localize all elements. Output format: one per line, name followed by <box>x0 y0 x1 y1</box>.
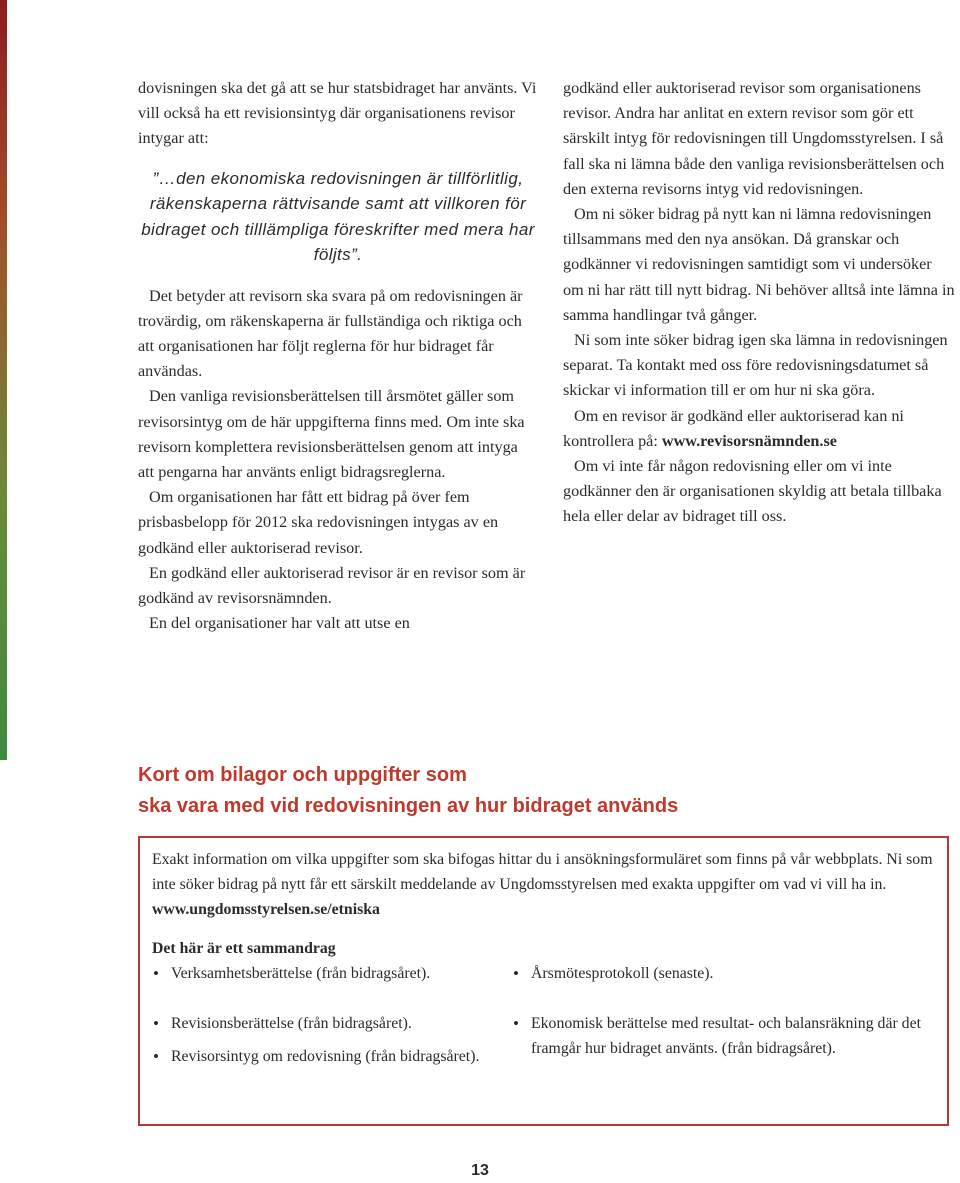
body-paragraph: En godkänd eller auktoriserad revisor är en revisor som är godkänd av revisorsnämnden. <box>138 563 526 608</box>
body-paragraph: Ni som inte söker bidrag igen ska lämna in redovisningen separat. Ta kontakt med oss före redovisningsdatumet så skickar vi information till er om hur ni ska göra. <box>563 331 948 400</box>
body-paragraph <box>563 404 955 454</box>
body-paragraph: Den vanliga revisionsberättelsen till årsmötet gäller som revisorsintyg om de här uppgifterna finns med. Om inte ska revisorn komplettera revisionsberättelsen genom att intyga att pengarna har använts enligt bidragsreglerna. <box>138 387 525 482</box>
list-item: • Årsmötesprotokoll (senaste). <box>512 961 932 986</box>
intro-paragraph: dovisningen ska det gå att se hur statsbidraget har använts. Vi vill också ha ett revisionsintyg där organisationens revisor intygar att: <box>138 79 537 148</box>
info-box-text <box>152 847 935 922</box>
body-paragraph: godkänd eller auktoriserad revisor som organisationens revisor. Andra har anlitat en extern revisor som gör ett särskilt intyg för redovisningen till Ungdomsstyrelsen. I så fall ska ni lämna både den vanliga revisionsberättelsen och den externa revisorns intyg vid redovisningen. <box>563 79 945 198</box>
page-number: 13 <box>471 1162 489 1179</box>
summary-bullets <box>152 961 935 1069</box>
decorative-sidebar-stripe <box>0 0 7 760</box>
revisorsnamnden-link[interactable]: www.revisorsnämnden.se <box>661 431 837 450</box>
summary-title: Det här är ett sammandrag <box>152 940 336 957</box>
info-text: Exakt information om vilka uppgifter som ska bifogas hittar du i ansökningsformuläret som finns på vår webbplats. Ni som inte söker bidrag på nytt får ett särskilt meddelande av Ungdomsstyrelsen med exakta uppgifter om vad vi vill ha in. <box>152 851 933 893</box>
section-heading <box>138 760 678 822</box>
body-paragraph: Om ni söker bidrag på nytt kan ni lämna redovisningen tillsammans med den nya ansökan. Då granskar och godkänner vi redovisningen samtidigt som vi undersöker om ni har rätt till nytt bidrag. Ni behöver alltså inte lämna in samma handlingar två gånger. <box>563 205 955 324</box>
body-paragraph: Det betyder att revisorn ska svara på om redovisningen är trovärdig, om räkenskaperna är fullständiga och riktiga och att organisationen har följt reglerna för hur bidraget får användas. <box>138 286 523 381</box>
section-heading-line: Kort om bilagor och uppgifter som <box>138 764 467 786</box>
bullet-column-right <box>512 961 932 1069</box>
revisor-check-text: Om en revisor är godkänd eller auktoriserad kan ni kontrollera på: <box>563 406 904 450</box>
pull-quote: ”…den ekonomiska redovisningen är tillförlitlig, räkenskaperna rättvisande samt att villkoren för bidraget och tilllämpliga föreskrifter med mera har följts”. <box>141 168 535 265</box>
list-item: • Verksamhetsberättelse (från bidragsåret). <box>152 961 512 986</box>
ungdomsstyrelsen-link[interactable]: www.ungdomsstyrelsen.se/etniska <box>152 901 380 918</box>
list-item: • Revisorsintyg om redovisning (från bidragsåret). <box>152 1044 512 1069</box>
body-paragraph: Om organisationen har fått ett bidrag på över fem prisbasbelopp för 2012 ska redovisningen intygas av en godkänd eller auktoriserad revisor. <box>138 488 499 557</box>
section-heading-line: ska vara med vid redovisningen av hur bidraget används <box>138 795 679 817</box>
right-column <box>563 76 955 530</box>
info-box <box>138 836 949 1126</box>
bullet-column-left <box>152 961 512 1069</box>
list-item: • Ekonomisk berättelse med resultat- och balansräkning där det framgår hur bidraget använts. (från bidragsåret). <box>512 1011 932 1061</box>
body-paragraph: En del organisationer har valt att utse en <box>149 614 410 633</box>
left-column <box>138 76 538 636</box>
list-item: • Revisionsberättelse (från bidragsåret). <box>152 1011 512 1036</box>
body-paragraph: Om vi inte får någon redovisning eller om vi inte godkänner den är organisationen skyldig att betala tillbaka hela eller delar av bidraget till oss. <box>563 457 942 526</box>
